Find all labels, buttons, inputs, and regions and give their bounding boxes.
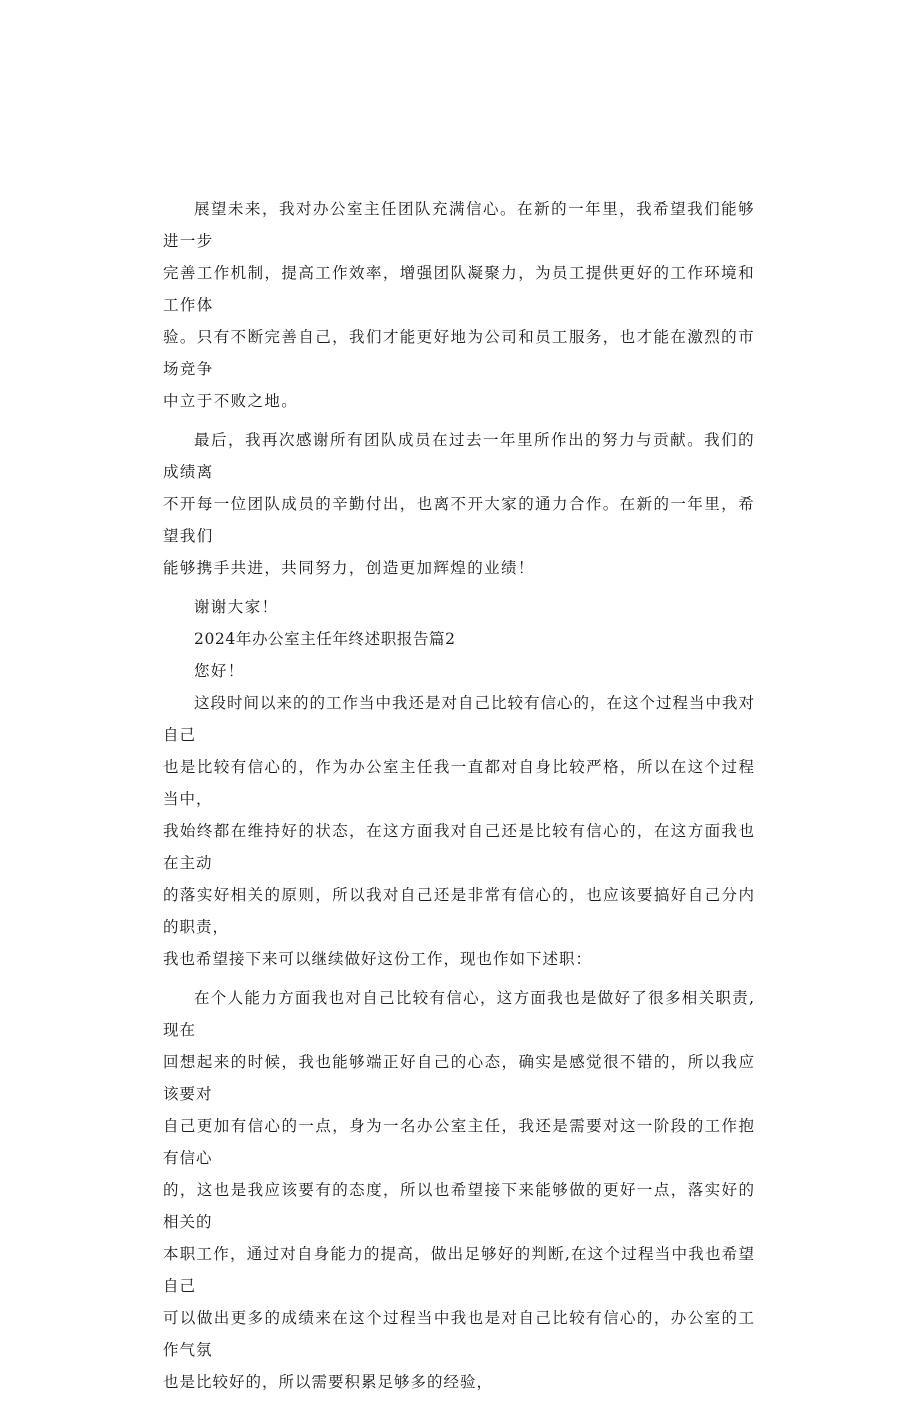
text-line: 不开每一位团队成员的辛勤付出，也离不开大家的通力合作。在新的一年里，希望我们 <box>163 495 755 545</box>
text-line: 也是比较好的，所以需要积累足够多的经验， <box>163 1373 494 1391</box>
text-line: 中立于不败之地。 <box>163 392 299 410</box>
text-line: 我也希望接下来可以继续做好这份工作，现也作如下述职： <box>163 950 593 968</box>
text-line: 验。只有不断完善自己，我们才能更好地为公司和员工服务，也才能在激烈的市场竞争 <box>163 328 755 378</box>
thanks-line: 谢谢大家！ <box>194 598 279 616</box>
text-line: 最后，我再次感谢所有团队成员在过去一年里所作出的努力与贡献。我们的成绩离 <box>163 431 755 481</box>
text-line: 我始终都在维持好的状态，在这方面我对自己还是比较有信心的，在这方面我也在主动 <box>163 822 755 872</box>
text-line: 回想起来的时候，我也能够端正好自己的心态，确实是感觉很不错的，所以我应该要对 <box>163 1053 755 1103</box>
paragraph-thanks-team <box>163 424 755 584</box>
paragraph-outlook <box>163 193 755 417</box>
text-line: 可以做出更多的成绩来在这个过程当中我也是对自己比较有信心的，办公室的工作气氛 <box>163 1309 755 1359</box>
paragraph-intro <box>163 687 755 975</box>
text-line: 自己更加有信心的一点，身为一名办公室主任，我还是需要对这一阶段的工作抱有信心 <box>163 1117 755 1167</box>
text-line: 的，这也是我应该要有的态度，所以也希望接下来能够做的更好一点，落实好的相关的 <box>163 1181 755 1231</box>
text-line: 在个人能力方面我也对自己比较有信心，这方面我也是做好了很多相关职责,现在 <box>163 989 755 1039</box>
text-line: 能够携手共进，共同努力，创造更加辉煌的业绩！ <box>163 559 535 577</box>
document-body <box>163 193 755 1405</box>
paragraph-personal-ability <box>163 982 755 1398</box>
text-line: 的落实好相关的原则，所以我对自己还是非常有信心的，也应该要搞好自己分内的职责， <box>163 886 755 936</box>
text-line: 本职工作，通过对自身能力的提高，做出足够好的判断,在这个过程当中我也希望自己 <box>163 1245 755 1295</box>
text-line: 完善工作机制，提高工作效率，增强团队凝聚力，为员工提供更好的工作环境和工作体 <box>163 264 755 314</box>
text-line: 这段时间以来的的工作当中我还是对自己比较有信心的，在这个过程当中我对自己 <box>163 694 756 744</box>
text-line: 展望未来，我对办公室主任团队充满信心。在新的一年里，我希望我们能够进一步 <box>163 200 755 250</box>
text-line: 也是比较有信心的，作为办公室主任我一直都对自身比较严格，所以在这个过程当中， <box>163 758 755 808</box>
section-heading: 2024年办公室主任年终述职报告篇2 <box>194 630 456 648</box>
greeting-line: 您好！ <box>194 662 245 680</box>
